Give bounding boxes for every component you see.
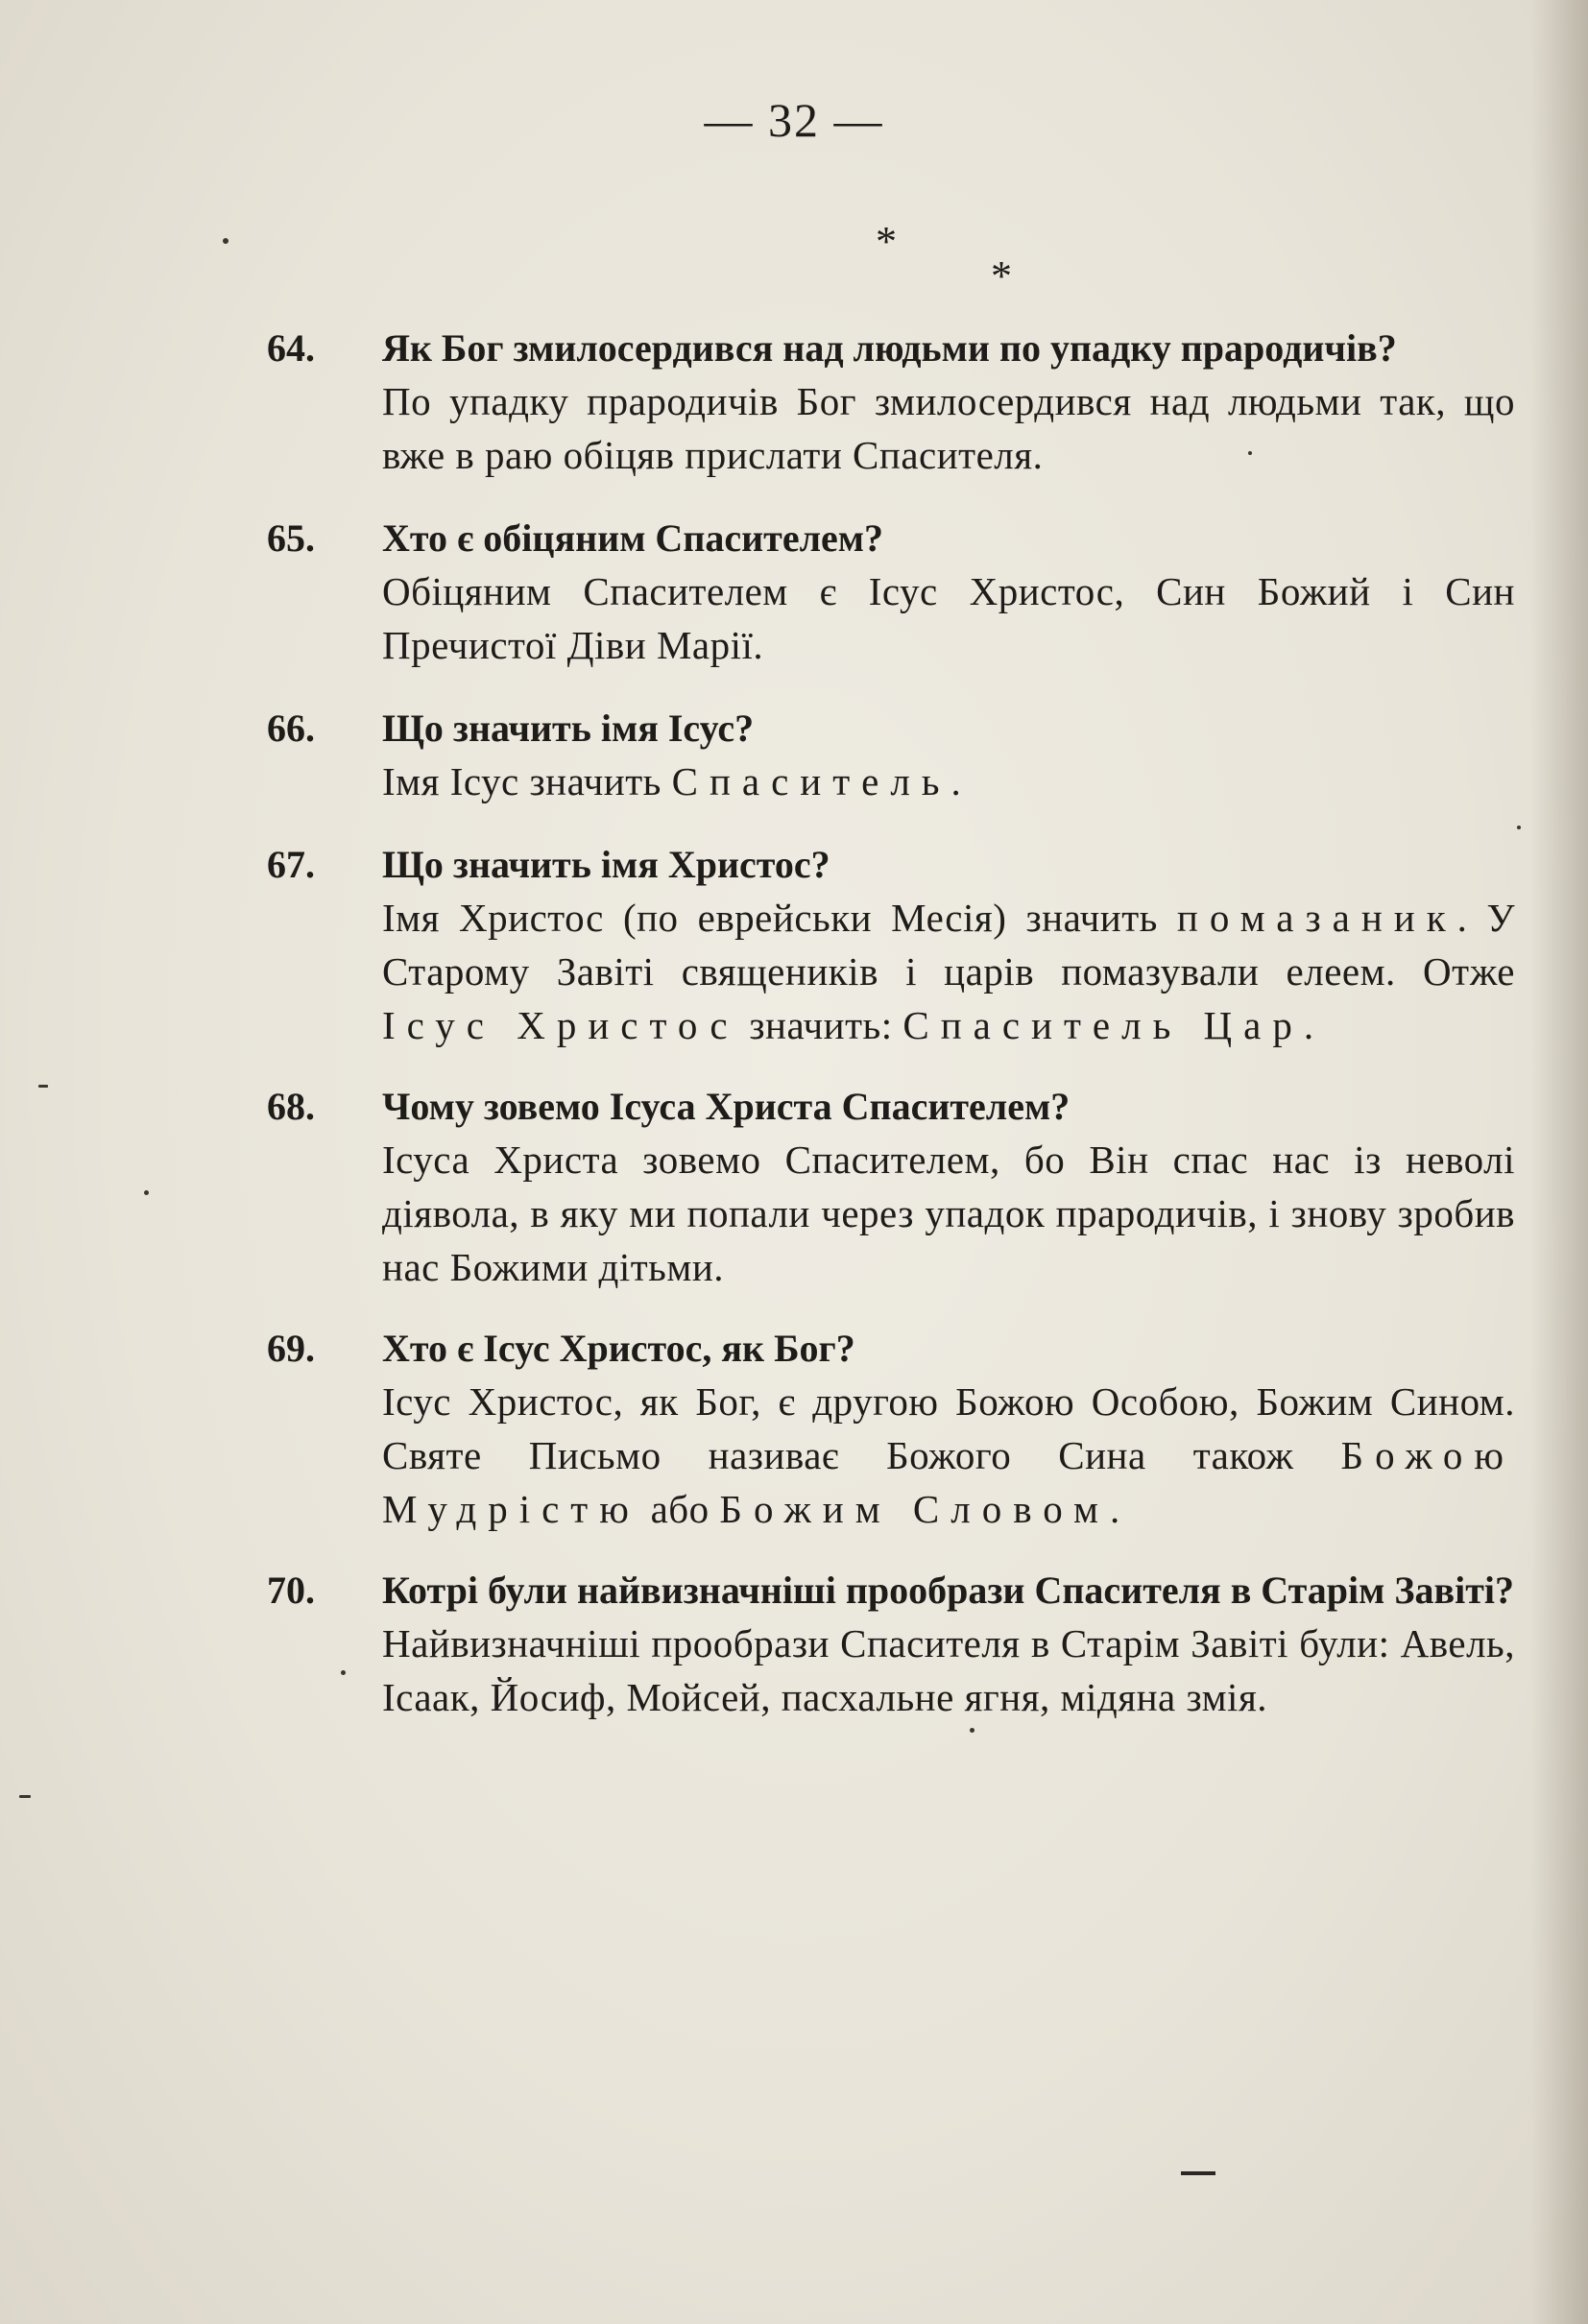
end-dash xyxy=(1181,2171,1215,2175)
answer-part: значить: xyxy=(738,1003,903,1047)
answer-text xyxy=(382,891,1515,1052)
page-edge-shadow xyxy=(1530,0,1588,2324)
paper-speck xyxy=(19,1795,31,1798)
answer-part: або xyxy=(639,1487,720,1531)
question-text: Хто є обіцяним Спасителем? xyxy=(382,516,884,560)
answer-text: Обіцяним Спасителем є Ісус Христос, Син Божий і Син Пречистої Діви Марії. xyxy=(382,569,1515,667)
section-separator xyxy=(0,217,1588,299)
emphasized-term: Ісус Христос xyxy=(382,1003,739,1047)
answer-part: . xyxy=(950,759,962,803)
answer-part: Імя Христос (по еврейськи Месія) значить xyxy=(382,896,1177,940)
emphasized-term: помазаник xyxy=(1176,896,1457,940)
qa-item-68 xyxy=(267,1081,1515,1294)
qa-item-66 xyxy=(267,703,1515,808)
question-text: Як Бог змилосердився над людьми по упадку прародичів? xyxy=(382,326,1397,370)
answer-part: . xyxy=(1109,1487,1120,1531)
answer-text: Ісуса Христа зовемо Спасителем, бо Він спас нас із неволі діявола, в яку ми попали через упадок прародичів, і знову зробив нас Божими дітьми. xyxy=(382,1138,1515,1289)
question-text: Що значить імя Христос? xyxy=(382,843,830,886)
catechism-content xyxy=(267,323,1515,1724)
paper-speck xyxy=(38,1085,48,1088)
qa-item-67 xyxy=(267,839,1515,1052)
question-number: 69. xyxy=(267,1327,315,1370)
question-number: 70. xyxy=(267,1569,315,1612)
paper-speck xyxy=(144,1190,149,1195)
page-number: — 32 — xyxy=(704,93,884,147)
qa-item-64 xyxy=(267,323,1515,482)
paper-speck xyxy=(223,238,229,244)
question-number: 64. xyxy=(267,326,315,370)
qa-item-65 xyxy=(267,513,1515,672)
answer-part: Ісус Христос, як Бог, є другою Божою Особою, Божим Сином. Святе Письмо називає Божого Сина також xyxy=(382,1379,1515,1477)
question-text: Що значить імя Ісус? xyxy=(382,707,755,750)
question-number: 67. xyxy=(267,843,315,886)
emphasized-term: Спаситель Цар xyxy=(902,1003,1304,1047)
answer-part: . xyxy=(1303,1003,1314,1047)
question-text: Хто є Ісус Христос, як Бог? xyxy=(382,1327,855,1370)
question-number: 68. xyxy=(267,1085,315,1128)
question-text: Котрі були найвизначніші прообрази Спасителя в Старім Завіті? xyxy=(382,1569,1514,1612)
answer-part: . У Старому Завіті священиків і царів помазували елеем. Отже xyxy=(382,896,1516,994)
paper-speck xyxy=(970,1728,974,1733)
answer-text: Найвизначніші прообрази Спасителя в Старім Завіті були: Авель, Ісаак, Йосиф, Мойсей, пасхальне ягня, мідяна змія. xyxy=(382,1621,1515,1719)
emphasized-term: Спаситель xyxy=(671,759,951,803)
asterisk-2: * xyxy=(991,252,1012,299)
paper-speck xyxy=(341,1670,346,1675)
question-number: 66. xyxy=(267,707,315,750)
paper-speck xyxy=(1248,451,1252,455)
answer-part: Імя Ісус значить xyxy=(382,759,672,803)
answer-text xyxy=(382,755,1515,808)
question-number: 65. xyxy=(267,516,315,560)
question-text: Чому зовемо Ісуса Христа Спасителем? xyxy=(382,1085,1071,1128)
qa-item-70 xyxy=(267,1565,1515,1724)
asterisk-1: * xyxy=(876,218,897,265)
emphasized-term: Божою Мудрістю xyxy=(382,1433,1515,1531)
qa-item-69 xyxy=(267,1323,1515,1536)
emphasized-term: Божим Словом xyxy=(719,1487,1110,1531)
paper-speck xyxy=(1517,826,1521,829)
answer-text: По упадку прародичів Бог змилосердився над людьми так, що вже в раю обіцяв прислати Спасителя. xyxy=(382,379,1515,477)
answer-text xyxy=(382,1375,1515,1536)
